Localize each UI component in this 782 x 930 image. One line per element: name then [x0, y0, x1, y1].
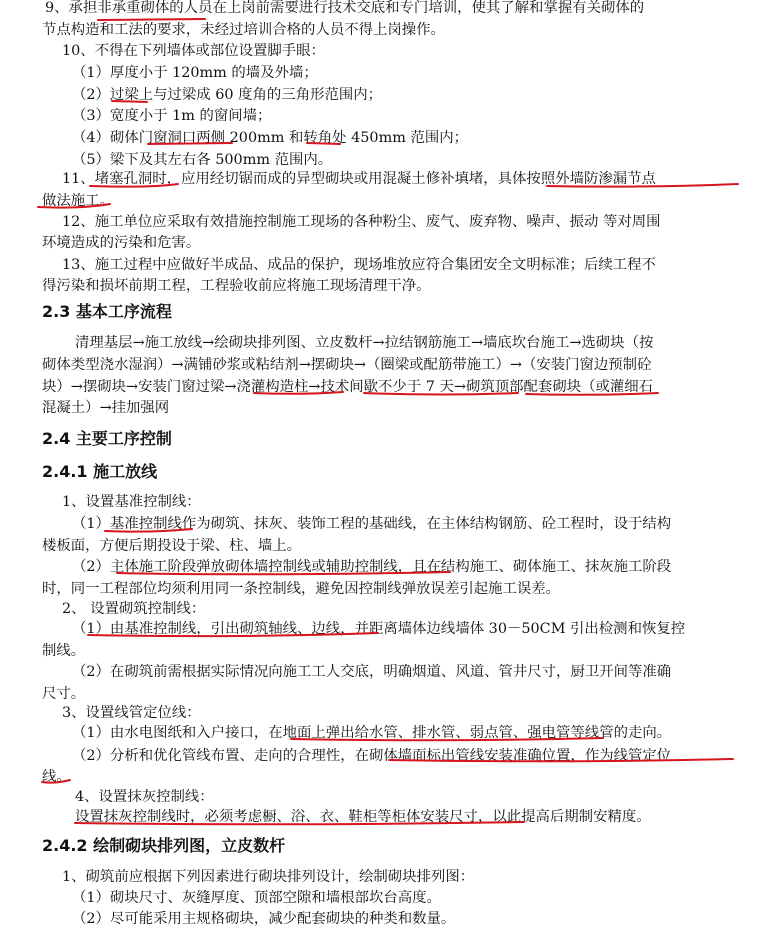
text-line: 2、 设置砌筑控制线： [62, 601, 206, 617]
subsection-heading: 2.4.1 施工放线 [42, 462, 158, 481]
text-line: 做法施工。 [42, 193, 114, 209]
text-line: 节点构造和工法的要求，未经过培训合格的人员不得上岗操作。 [42, 22, 445, 38]
list-item: （2）过梁上与过梁成 60 度角的三角形范围内； [72, 87, 383, 103]
text-line: 砌体类型浇水湿润）→满铺砂浆或粘结剂→摆砌块→（圈梁或配筋带施工）→（安装门窗边预制砼 [42, 357, 652, 373]
text-line: （2）主体施工阶段弹放砌体墙控制线或辅助控制线，且在结构施工、砌体施工、抹灰施工阶段 [72, 559, 672, 575]
text-line: （2）分析和优化管线布置、走向的合理性，在砌体墙面标出管线安装准确位置，作为线管定位 [72, 748, 672, 764]
text-line: 尺寸。 [42, 686, 86, 702]
section-heading: 2.4 主要工序控制 [42, 429, 172, 448]
text-line: （1）由基准控制线，引出砌筑轴线、边线，并距离墙体边线墙体 30－50CM 引出检测和恢复控 [72, 621, 686, 637]
list-item: （3）宽度小于 1m 的窗间墙； [72, 108, 272, 124]
text-line: 混凝土）→挂加强网 [42, 400, 170, 416]
text-line: 得污染和损坏前期工程，工程验收前应将施工现场清理干净。 [42, 278, 431, 294]
text-line: 11、堵塞孔洞时，应用经切锯而成的异型砌块或用混凝土修补填堵，具体按照外墙防渗漏节点 [62, 171, 656, 187]
text-line: 时，同一工程部位均须利用同一条控制线，避免因控制线弹放误差引起施工误差。 [42, 581, 561, 597]
text-line: 1、设置基准控制线： [62, 494, 201, 510]
text-line: 10、不得在下列墙体或部位设置脚手眼： [62, 43, 325, 59]
text-line: 线。 [42, 769, 71, 785]
list-item: （2）尽可能采用主规格砌块，减少配套砌块的种类和数量。 [72, 911, 456, 927]
text-line: 1、砌筑前应根据下列因素进行砌块排列设计，绘制砌块排列图： [62, 869, 475, 885]
text-line: 13、施工过程中应做好半成品、成品的保护，现场堆放应符合集团安全文明标准；后续工程不 [62, 257, 656, 273]
list-item: （1）厚度小于 120mm 的墙及外墙； [72, 65, 318, 81]
text-line: 4、设置抹灰控制线： [75, 789, 214, 805]
subsection-heading: 2.4.2 绘制砌块排列图，立皮数杆 [42, 836, 286, 855]
text-line: 设置抹灰控制线时，必须考虑橱、浴、衣、鞋柜等柜体安装尺寸，以此提高后期制安精度。 [75, 809, 651, 825]
text-line: （1）由水电图纸和入户接口，在地面上弹出给水管、排水管、弱点管、强电管等线管的走向。 [72, 725, 672, 741]
list-item: （1）砌块尺寸、灰缝厚度、顶部空隙和墙根部坎台高度。 [72, 890, 441, 906]
text-line: 制线。 [42, 643, 86, 659]
text-line: 9、承担非承重砌体的人员在上岗前需要进行技术交底和专门培训，使其了解和掌握有关砌体的 [45, 0, 645, 16]
text-line: 12、施工单位应采取有效措施控制施工现场的各种粉尘、废气、废弃物、噪声、振动 等对周围 [62, 214, 661, 230]
list-item: （4）砌体门窗洞口两侧 200mm 和转角处 450mm 范围内； [72, 130, 469, 146]
text-line: 块）→摆砌块→安装门窗过梁→浇灌构造柱→技术间歇不少于 7 天→砌筑顶部配套砌块（或灌细石 [42, 379, 654, 395]
list-item: （5）梁下及其左右各 500mm 范围内。 [72, 152, 333, 168]
section-heading: 2.3 基本工序流程 [42, 302, 172, 321]
text-line: 楼板面，方便后期投设于梁、柱、墙上。 [42, 538, 302, 554]
text-line: 3、设置线管定位线： [62, 705, 201, 721]
text-line: 清理基层→施工放线→绘砌块排列图、立皮数杆→拉结钢筋施工→墙底坎台施工→选砌块（按 [75, 335, 654, 351]
text-line: （1）基准控制线作为砌筑、抹灰、装饰工程的基础线，在主体结构钢筋、砼工程时，设于结构 [72, 516, 672, 532]
text-line: 环境造成的污染和危害。 [42, 235, 201, 251]
text-line: （2）在砌筑前需根据实际情况向施工工人交底，明确烟道、风道、管井尺寸，厨卫开间等准确 [72, 664, 672, 680]
